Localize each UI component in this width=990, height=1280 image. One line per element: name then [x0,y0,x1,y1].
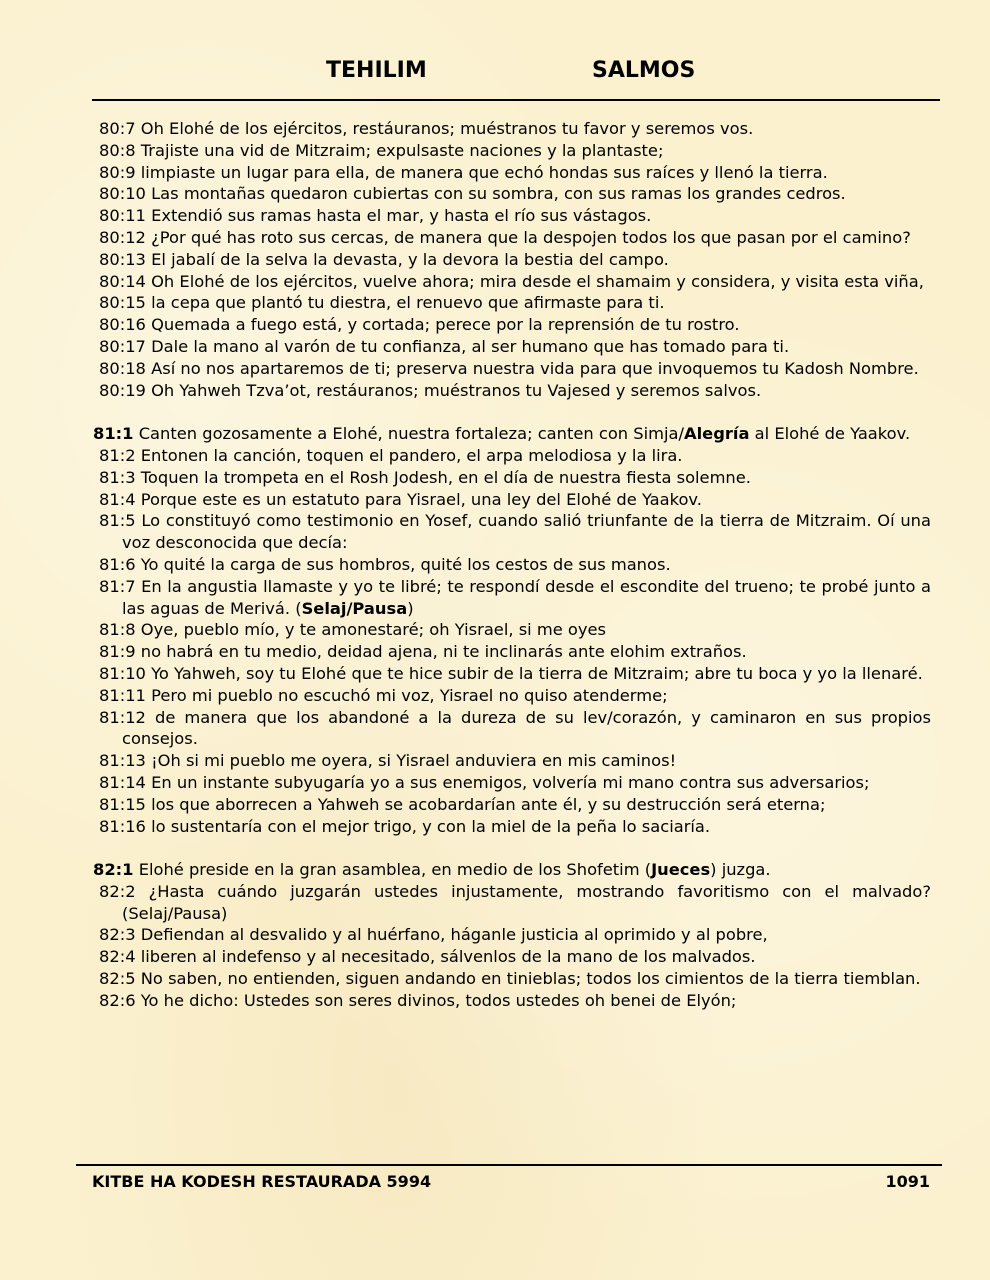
verse-text: ) [407,598,414,618]
verse [93,576,931,620]
verse-reference: 82:5 [99,969,136,989]
verse-text: Porque este es un estatuto para Yisrael, una ley del Elohé de Yaakov. [140,489,702,509]
verse-reference: 82:2 [99,881,136,901]
verse-text: ¿Por qué has roto sus cercas, de manera que la despojen todos los que pasan por el camino? [151,227,911,247]
verse-reference: 80:13 [99,249,146,269]
verse-text: Extendió sus ramas hasta el mar, y hasta el río sus vástagos. [151,206,652,226]
verse-text: Elohé preside en la gran asamblea, en medio de los Shofetim ( [138,860,652,880]
verse-text: Oh Yahweh Tzva’ot, restáuranos; muéstranos tu Vajesed y seremos salvos. [151,380,762,400]
verse-reference: 80:8 [99,140,136,160]
verse [93,140,931,162]
verse-reference: 81:16 [99,816,146,836]
verse-reference: 82:3 [99,925,136,945]
verse-text: En un instante subyugaría yo a sus enemigos, volvería mi mano contra sus adversarios; [151,772,870,792]
verse-reference: 81:7 [99,576,136,596]
verse [93,292,931,314]
verse-reference: 81:9 [99,642,136,662]
verse-reference: 82:4 [99,947,136,967]
page-footer [92,1172,930,1191]
verse-text: Lo constituyó como testimonio en Yosef, cuando salió triunfante de la tierra de Mitzraim. Oí una voz desconocida que decía: [122,511,931,553]
verse [93,816,931,838]
verse [93,183,931,205]
verse-text: Así no nos apartaremos de ti; preserva nuestra vida para que invoquemos tu Kadosh Nombre. [151,358,919,378]
verse-reference: 80:15 [99,293,146,313]
verse-reference: 80:10 [99,184,146,204]
verse-text: ¡Oh si mi pueblo me oyera, si Yisrael anduviera en mis caminos! [151,751,677,771]
page-number: 1091 [885,1172,930,1191]
verse [93,794,931,816]
verse [93,772,931,794]
verse-text: Canten gozosamente a Elohé, nuestra fortaleza; canten con Simja/ [138,424,684,444]
verse-reference: 81:4 [99,489,136,509]
verse-text: no habrá en tu medio, deidad ajena, ni te inclinarás ante elohim extraños. [140,642,747,662]
verse-text: Defiendan al desvalido y al huérfano, háganle justicia al oprimido y al pobre, [140,925,768,945]
verse-text: Pero mi pueblo no escuchó mi voz, Yisrael no quiso atenderme; [151,685,668,705]
verse [93,685,931,707]
verse [93,162,931,184]
verse [93,968,931,990]
verse [93,445,931,467]
verse-reference: 81:14 [99,772,146,792]
verse [93,271,931,293]
verse [93,336,931,358]
verse-reference: 80:9 [99,162,136,182]
verse-text: lo sustentaría con el mejor trigo, y con la miel de la peña lo saciaría. [151,816,711,836]
verse-text: Yo quité la carga de sus hombros, quité los cestos de sus manos. [140,554,671,574]
verse-text: los que aborrecen a Yahweh se acobardarían ante él, y su destrucción será eterna; [151,794,826,814]
verse-text: Toquen la trompeta en el Rosh Jodesh, en el día de nuestra fiesta solemne. [140,467,751,487]
verse-reference: 81:12 [99,707,146,727]
verse-reference: 80:17 [99,336,146,356]
verse-reference: 81:8 [99,620,136,640]
footer-book-title: KITBE HA KODESH RESTAURADA 5994 [92,1172,432,1191]
verse-reference: 81:6 [99,554,136,574]
verse [93,467,931,489]
verse-text: Oye, pueblo mío, y te amonestaré; oh Yisrael, si me oyes [140,620,607,640]
verse-text: Yo Yahweh, soy tu Elohé que te hice subir de la tierra de Mitzraim; abre tu boca y yo la llenaré. [151,663,923,683]
verse [93,358,931,380]
verse-text: En la angustia llamaste y yo te libré; te respondí desde el escondite del trueno; te probé junto a las aguas de Merivá. ( [122,576,931,618]
verse-reference: 81:10 [99,663,146,683]
verse-emphasis: Alegría [683,424,750,444]
verse [93,881,931,925]
verse-text: la cepa que plantó tu diestra, el renuevo que afirmaste para ti. [151,293,665,313]
verse-text: Oh Elohé de los ejércitos, restáuranos; muéstranos tu favor y seremos vos. [140,119,754,138]
verse-reference: 80:18 [99,358,146,378]
verse-text: ¿Hasta cuándo juzgarán ustedes injustamente, mostrando favoritismo con el malvado? (Selaj/Pausa) [122,881,931,923]
verse-reference: 81:5 [99,511,136,531]
verse [93,641,931,663]
verse [93,380,931,402]
verse [93,707,931,751]
verse [93,510,931,554]
section-gap [93,401,931,423]
verse [93,750,931,772]
verse [93,946,931,968]
verse [93,859,931,881]
verse-text: Trajiste una vid de Mitzraim; expulsaste naciones y la plantaste; [140,140,664,160]
verse [93,554,931,576]
verse-text: limpiaste un lugar para ella, de manera que echó hondas sus raíces y llenó la tierra. [140,162,828,182]
verse-text: No saben, no entienden, siguen andando en tinieblas; todos los cimientos de la tierra tiemblan. [140,969,921,989]
verse [93,990,931,1012]
header-title-spanish: SALMOS [592,58,696,83]
verse-reference: 81:13 [99,751,146,771]
verse-reference: 81:15 [99,794,146,814]
verse [93,489,931,511]
verse [93,663,931,685]
verse-emphasis: Jueces [651,860,711,880]
verse-text: al Elohé de Yaakov. [749,424,911,444]
verse [93,619,931,641]
verse-text: Quemada a fuego está, y cortada; perece por la reprensión de tu rostro. [151,315,740,335]
verse-text: Dale la mano al varón de tu confianza, al ser humano que has tomado para ti. [151,336,790,356]
verse [93,314,931,336]
page-header [0,58,990,90]
header-divider [92,99,940,101]
verse-reference: 80:19 [99,380,146,400]
verse-reference: 80:16 [99,315,146,335]
psalm-text [93,118,931,1012]
verse [93,249,931,271]
verse-reference: 81:3 [99,467,136,487]
verse-reference: 80:11 [99,206,146,226]
verse-reference: 82:1 [93,860,134,880]
verse [93,924,931,946]
verse-reference: 82:6 [99,990,136,1010]
verse-reference: 80:14 [99,271,146,291]
header-title-hebrew: TEHILIM [326,58,427,83]
verse-text: de manera que los abandoné a la dureza de su lev/corazón, y caminaron en sus propios consejos. [122,707,931,749]
verse-reference: 81:11 [99,685,146,705]
verse-text: ) juzga. [710,860,771,880]
verse-text: Las montañas quedaron cubiertas con su sombra, con sus ramas los grandes cedros. [151,184,846,204]
verse-text: El jabalí de la selva la devasta, y la devora la bestia del campo. [151,249,669,269]
verse-text: Oh Elohé de los ejércitos, vuelve ahora; mira desde el shamaim y considera, y visita esta viña, [151,271,924,291]
footer-divider [76,1164,942,1166]
verse-emphasis: Selaj/Pausa [301,598,408,618]
section-gap [93,837,931,859]
verse-reference: 80:7 [99,119,136,138]
verse [93,205,931,227]
verse-reference: 81:1 [93,424,134,444]
verse-text: Entonen la canción, toquen el pandero, el arpa melodiosa y la lira. [140,445,683,465]
verse-reference: 81:2 [99,445,136,465]
verse-text: Yo he dicho: Ustedes son seres divinos, todos ustedes oh benei de Elyón; [140,990,737,1010]
verse [93,227,931,249]
verse-text: liberen al indefenso y al necesitado, sálvenlos de la mano de los malvados. [140,947,756,967]
verse-reference: 80:12 [99,227,146,247]
verse [93,423,931,445]
verse [93,118,931,140]
